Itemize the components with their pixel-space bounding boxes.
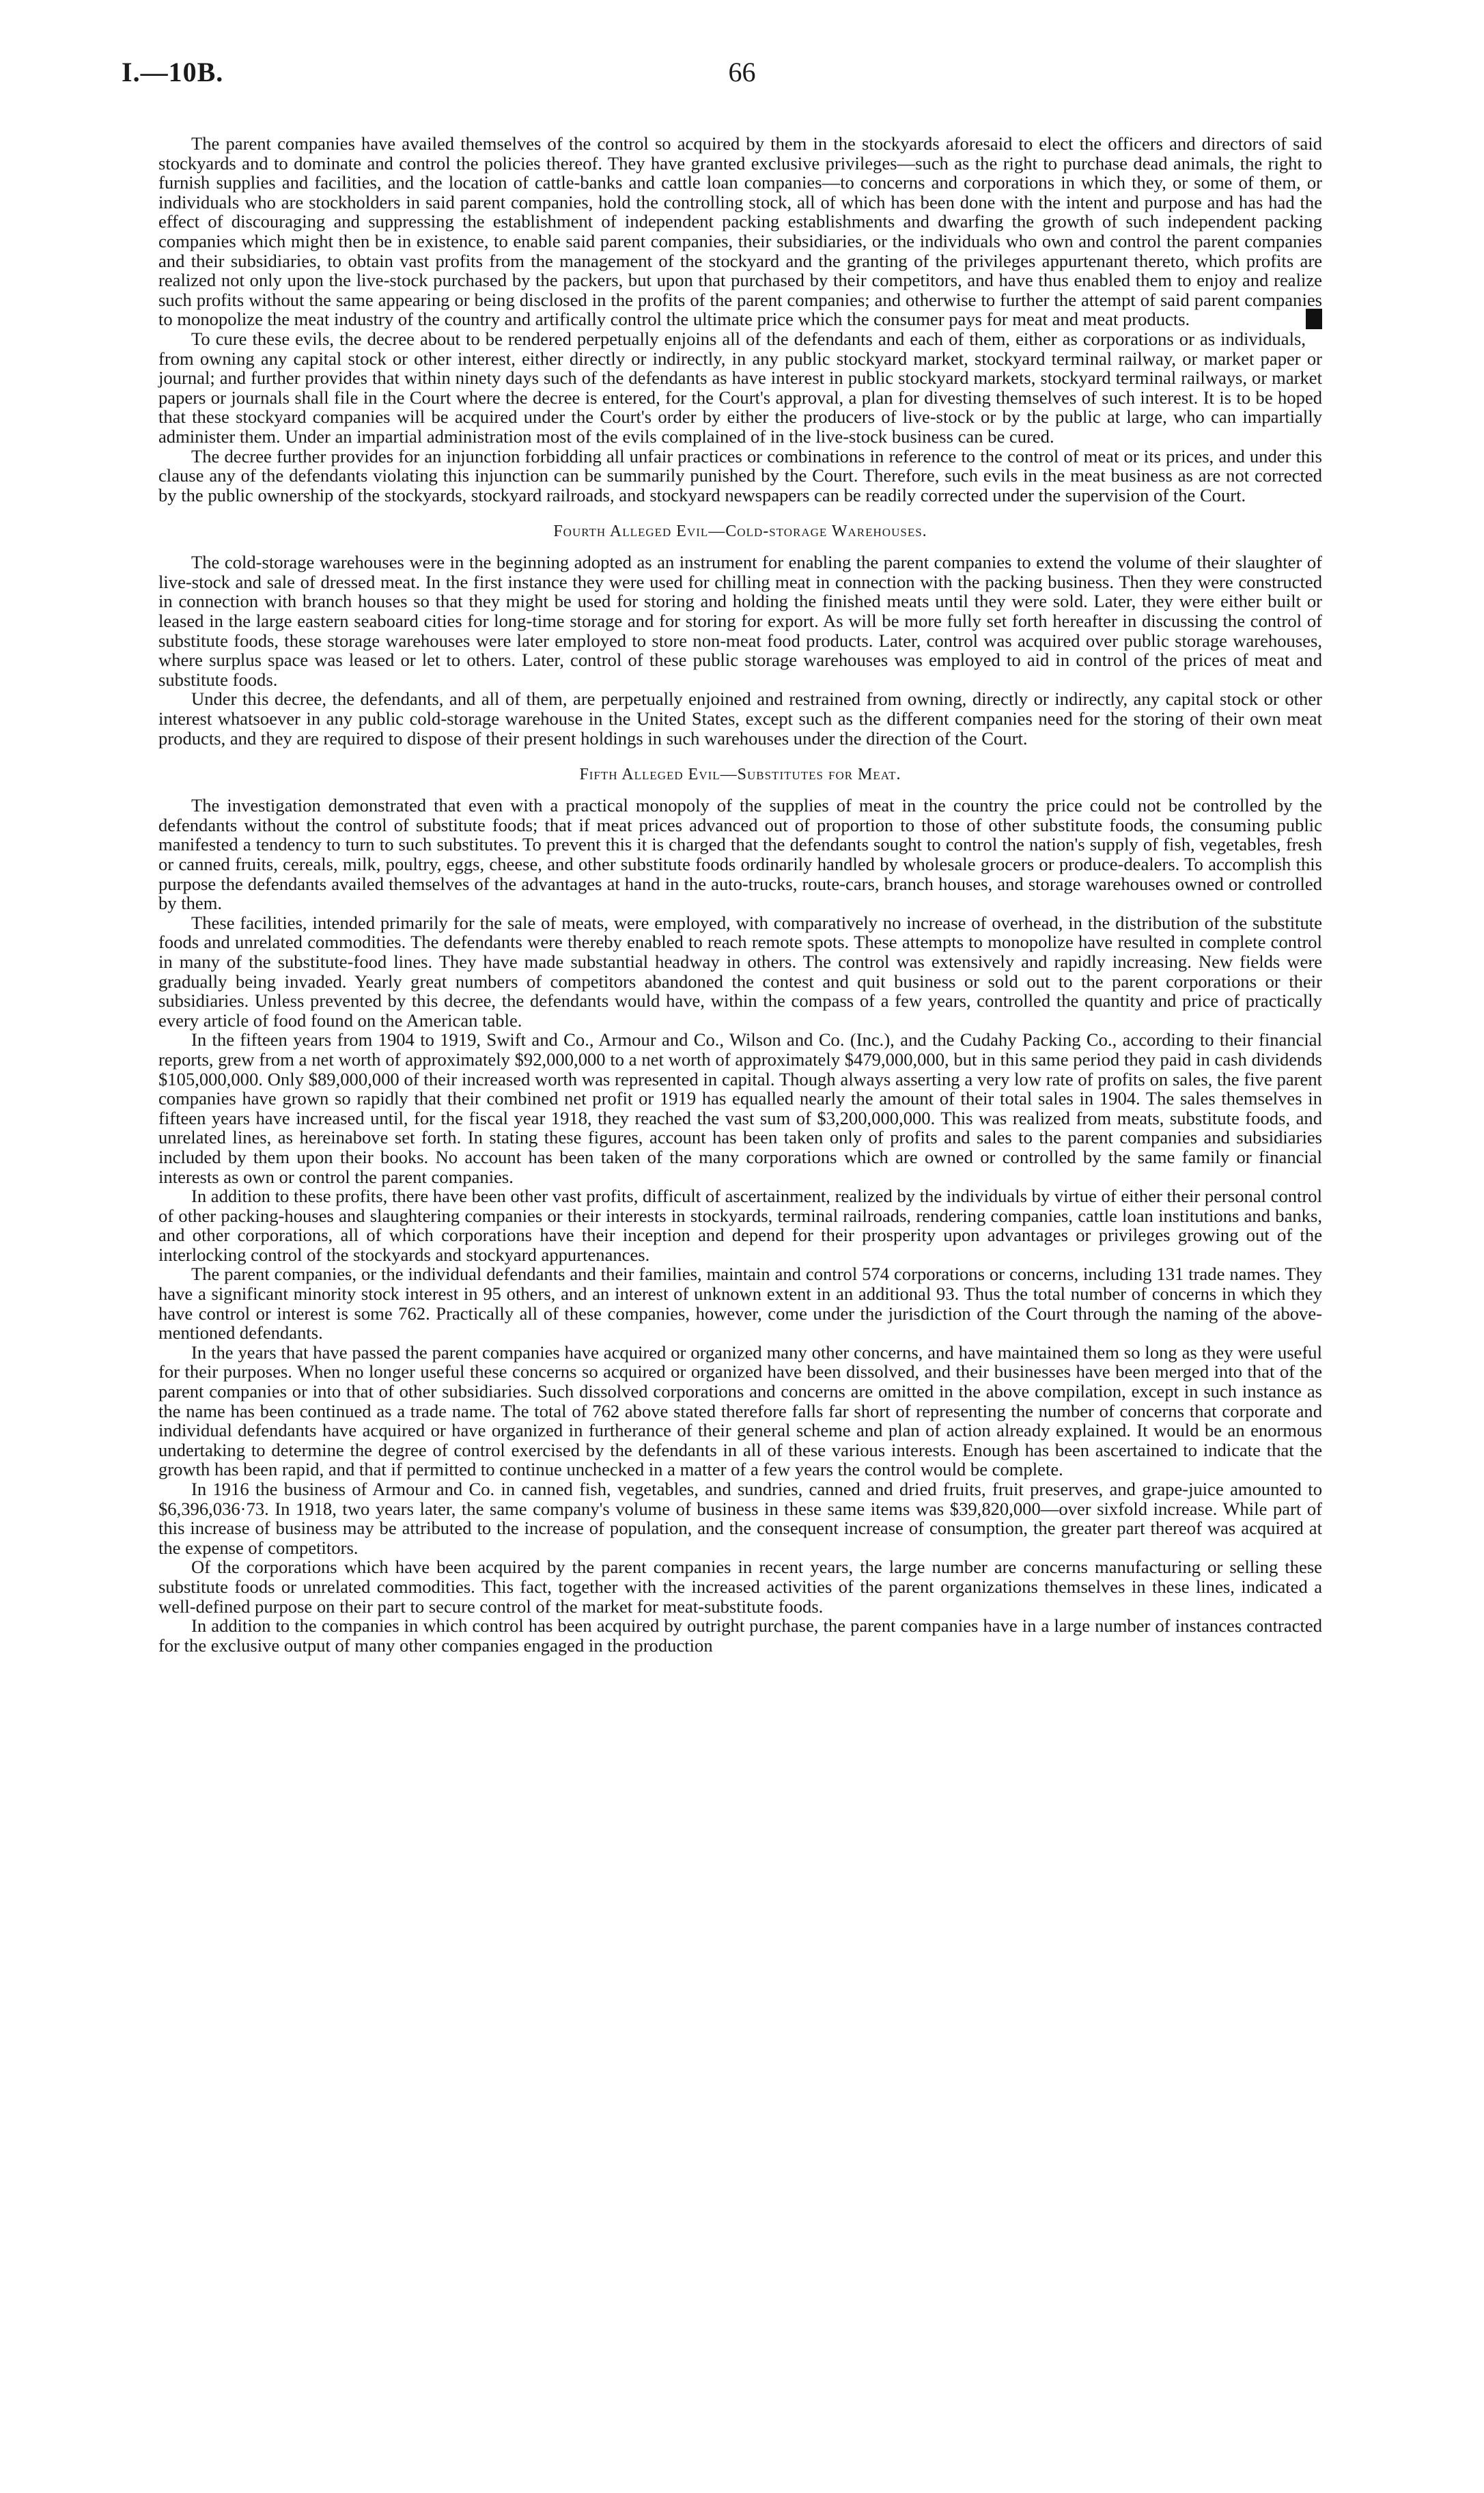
- paragraph: In the fifteen years from 1904 to 1919, Swift and Co., Armour and Co., Wilson and Co. (Inc.), and the Cudahy Packing Co., according to their financial reports, grew from a net worth of approximately $92,000,000 to a net worth of approximately $479,000,000, but in this same period they paid in cash dividends $105,000,000. Only $89,000,000 of their increased worth was represented in capital. Though always asserting a very low rate of profits on sales, the five parent companies have grown so rapidly that their combined net profit or 1919 has equalled nearly the amount of their total sales in 1904. The sales themselves in fifteen years have increased until, for the fiscal year 1918, they reached the vast sum of $3,200,000,000. This was realized from meats, substitute foods, and unrelated lines, as hereinabove set forth. In stating these figures, account has been taken only of profits and sales to the parent companies and subsidiaries included by them upon their books. No account has been taken of the many corporations which are owned or controlled by the same family or financial interests as own or control the parent companies.: [158, 1029, 1322, 1187]
- paragraph: In the years that have passed the parent companies have acquired or organized many other concerns, and have maintained them so long as they were useful for their purposes. When no longer useful these concerns so acquired or organized have been dissolved, and their businesses have been merged into that of the parent companies or into that of other subsidiaries. Such dissolved corporations and concerns are omitted in the above compilation, except in such instance as the name has been continued as a trade name. The total of 762 above stated therefore falls far short of representing the number of concerns that corporate and individual defendants have acquired or have organized in furtherance of their general scheme and plan of action already explained. It would be an enormous undertaking to determine the degree of control exercised by the defendants in all of these various interests. Enough has been ascertained to indicate that the growth has been rapid, and that if permitted to continue unchecked in a matter of a few years the control would be complete.: [158, 1341, 1322, 1480]
- page-number: 66: [728, 57, 756, 87]
- page-body: [158, 134, 1322, 1655]
- paragraph: To cure these evils, the decree about to be rendered perpetually enjoins all of the defendants and each of them, either as corporations or as individuals, from owning any capital stock or other interest, either directly or indirectly, in any public stockyard market, stockyard terminal railway, or market paper or journal; and further provides that within ninety days such of the defendants as have interest in public stockyard markets, stockyard terminal railways, or market papers or journals shall file in the Court where the decree is entered, for the Court's approval, a plan for divesting themselves of such interest. It is to be hoped that these stockyard companies will be acquired under the Court's order by either the producers of live-stock or by the public at large, who can impartially administer them. Under an impartial administration most of the evils complained of in the live-stock business can be cured.: [158, 328, 1322, 447]
- paragraph: The cold-storage warehouses were in the beginning adopted as an instrument for enabling the parent companies to extend the volume of their slaughter of live-stock and sale of dressed meat. In the first instance they were used for chilling meat in connection with the packing business. Then they were constructed in connection with branch houses so that they might be used for storing and holding the finished meats until they were sold. Later, they were either built or leased in the large eastern seaboard cities for long-time storage and for storing for export. As will be more fully set forth hereafter in discussing the control of substitute foods, these storage warehouses were later employed to store non-meat food products. Later, control was acquired over public storage warehouses, where surplus space was leased or let to others. Later, control of these public storage warehouses was employed to aid in control of the prices of meat and substitute foods.: [158, 552, 1322, 690]
- paragraph: The parent companies, or the individual defendants and their families, maintain and control 574 corporations or concerns, including 131 trade names. They have a significant minority stock interest in 95 others, and an interest of unknown extent in an additional 93. Thus the total number of concerns in which they have control or interest is some 762. Practically all of these companies, however, come under the jurisdiction of the Court through the naming of the above-mentioned defendants.: [158, 1264, 1322, 1343]
- paragraph: The decree further provides for an injunction forbidding all unfair practices or combinations in reference to the control of meat or its prices, and under this clause any of the defendants violating this injunction can be summarily punished by the Court. Therefore, such evils in the meat business as are not corrected by the public ownership of the stockyards, stockyard railroads, and stockyard newspapers can be readily corrected under the supervision of the Court.: [158, 445, 1322, 505]
- paragraph: Of the corporations which have been acquired by the parent companies in recent years, the large number are concerns manufacturing or selling these substitute foods or unrelated commodities. This fact, together with the increased activities of the parent organizations themselves in these lines, indicated a well-defined purpose on their part to secure control of the market for meat-substitute foods.: [158, 1557, 1322, 1617]
- section-heading: Fourth Alleged Evil—Cold-storage Warehouses.: [553, 523, 927, 541]
- paragraph-text: The parent companies have availed themselves of the control so acquired by them in the stockyards aforesaid to elect the officers and directors of said stockyards and to dominate and control the policies thereof. They have granted exclusive privileges—such as the right to purchase dead animals, the right to furnish supplies and facilities, and the location of cattle-banks and cattle loan companies—to concerns and corporations in which they, or some of them, or individuals who are stockholders in said parent companies, hold the controlling stock, all of which has been done with the intent and purpose and has had the effect of discouraging and suppressing the establishment of independent packing establishments and dwarfing the growth of such independent packing companies which might then be in existence, to enable said parent companies, their subsidiaries, or the individuals who own and control the parent companies and their subsidiaries, to obtain vast profits from the management of the stockyard and the granting of the privileges appurtenant thereto, which profits are realized not only upon the live-stock purchased by the packers, but upon that purchased by their competitors, and have thus enabled them to enjoy and realize such profits without the same appearing or being disclosed in the profits of the parent companies; and otherwise to further the attempt of said parent companies to monopolize the meat industry of the country and artifically control the ultimate price which the consumer pays for meat and meat products.: [158, 133, 1322, 330]
- page-header: [0, 56, 1484, 104]
- paragraph: In addition to the companies in which control has been acquired by outright purchase, the parent companies have in a large number of instances contracted for the exclusive output of many other companies engaged in the production: [158, 1615, 1322, 1656]
- black-square-marker: [1306, 309, 1322, 329]
- paragraph: The investigation demonstrated that even with a practical monopoly of the supplies of meat in the country the price could not be controlled by the defendants without the control of substitute foods; that if meat prices advanced out of proportion to those of other substitute foods, the consuming public manifested a tendency to turn to such substitutes. To prevent this it is charged that the defendants sought to control the nation's supply of fish, vegetables, fresh or canned fruits, cereals, milk, poultry, eggs, cheese, and other substitute foods ordinarily handled by wholesale grocers or produce-dealers. To accomplish this purpose the defendants availed themselves of the advantages at hand in the auto-trucks, route-cars, branch houses, and storage warehouses owned or controlled by them.: [158, 795, 1322, 914]
- paragraph: These facilities, intended primarily for the sale of meats, were employed, with comparatively no increase of overhead, in the distribution of the substitute foods and unrelated commodities. The defendants were thereby enabled to reach remote spots. These attempts to monopolize have resulted in complete control in many of the substitute-food lines. They have made substantial headway in others. The control was extensively and rapidly increasing. New fields were gradually being invaded. Yearly great numbers of competitors abandoned the contest and quit business or sold out to the parent corporations or their subsidiaries. Unless prevented by this decree, the defendants would have, within the compass of a few years, controlled the quantity and price of practically every article of food found on the American table.: [158, 912, 1322, 1031]
- paragraph: [158, 134, 1322, 329]
- paragraph: In 1916 the business of Armour and Co. in canned fish, vegetables, and sundries, canned and dried fruits, fruit preserves, and grape-juice amounted to $6,396,036·73. In 1918, two years later, the same company's volume of business in these same items was $39,820,000—over sixfold increase. While part of this increase of business may be attributed to the increase of population, and the consequent increase of consumption, the greater part thereof was acquired at the expense of competitors.: [158, 1479, 1322, 1558]
- paragraph: Under this decree, the defendants, and all of them, are perpetually enjoined and restrained from owning, directly or indirectly, any capital stock or other interest whatsoever in any public cold-storage warehouse in the United States, except such as the different companies need for the storing of their own meat products, and they are required to dispose of their present holdings in such warehouses under the direction of the Court.: [158, 688, 1322, 749]
- section-heading: Fifth Alleged Evil—Substitutes for Meat.: [579, 766, 901, 784]
- paragraph: In addition to these profits, there have been other vast profits, difficult of ascertainment, realized by the individuals by virtue of either their personal control of other packing-houses and slaughtering companies or their interests in stockyards, terminal railroads, rendering companies, cattle loan institutions and banks, and other corporations, all of which corporations have their inception and depend for their prosperity upon advantages or privileges growing out of the interlocking control of the stockyards and stockyard appurtenances.: [158, 1186, 1322, 1265]
- paper-reference: I.—10B.: [122, 57, 224, 87]
